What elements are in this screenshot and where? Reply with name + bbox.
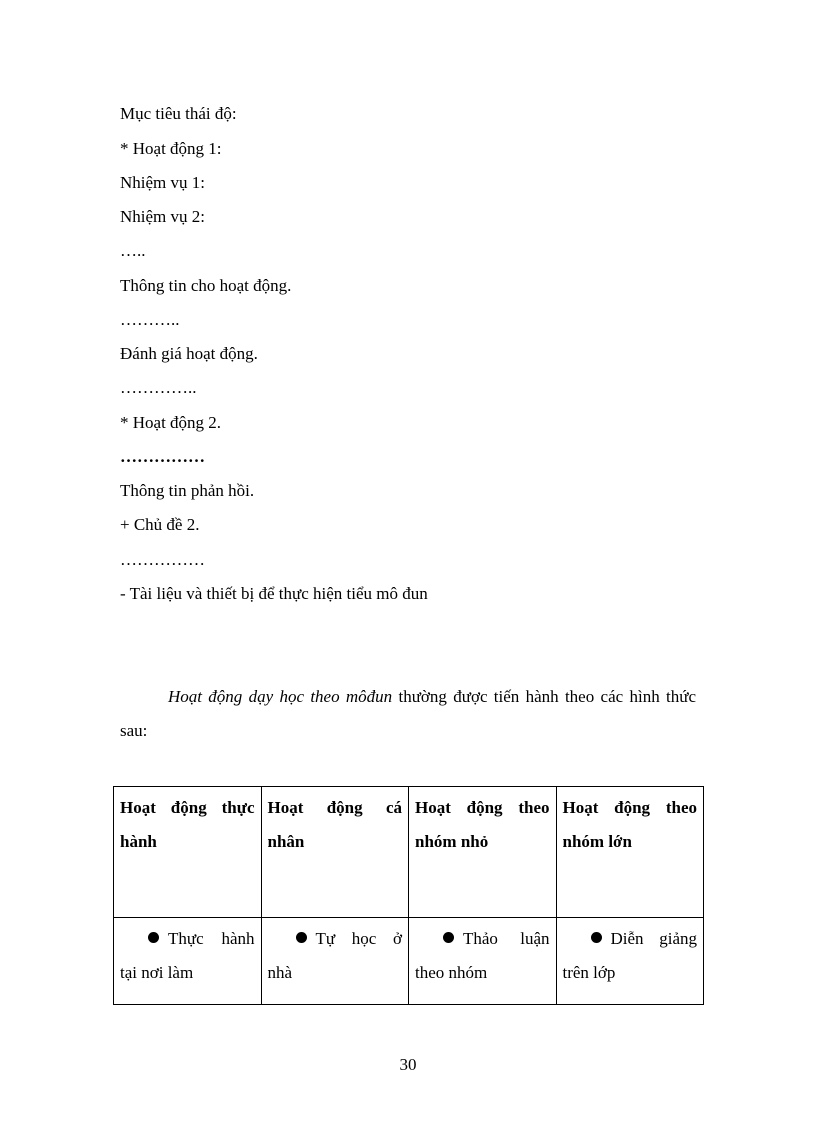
table-header-row [114,787,704,918]
table-cell [261,918,409,1005]
table-header-cell: Hoạt động theo nhóm nhỏ [409,787,557,918]
intro-paragraph [120,680,696,748]
page-number: 30 [399,1055,417,1074]
text-line: + Chủ đề 2. [120,515,200,534]
text-line: Nhiệm vụ 2: [120,207,205,226]
text-line: Nhiệm vụ 1: [120,173,205,192]
table-header-cell: Hoạt động theo nhóm lớn [556,787,704,918]
text-line: …………… [120,550,205,569]
bullet-icon [591,932,602,943]
table-cell [556,918,704,1005]
table-header-cell: Hoạt động thực hành [114,787,262,918]
text-line: * Hoạt động 1: [120,139,222,158]
text-line: Mục tiêu thái độ: [120,104,237,123]
text-line: Thông tin cho hoạt động. [120,276,292,295]
text-line: …………… [120,447,205,466]
text-line: Thông tin phản hồi. [120,481,255,500]
text-line: ………….. [120,378,197,397]
table-cell [114,918,262,1005]
cell-text: Thảo luận theo nhóm [415,929,550,982]
text-line: Đánh giá hoạt động. [120,344,258,363]
table-row [114,918,704,1005]
text-line: ……….. [120,310,180,329]
table-cell [409,918,557,1005]
bullet-icon [296,932,307,943]
bullet-icon [443,932,454,943]
table-header-cell: Hoạt động cá nhân [261,787,409,918]
cell-text: Tự học ở nhà [267,929,402,982]
paragraph-rest: thường được tiến hành theo các hình thức sau: [120,687,696,740]
bullet-icon [148,932,159,943]
cell-text: Thực hành tại nơi làm [120,929,255,982]
cell-text: Diễn giảng trên lớp [562,929,697,982]
paragraph-italic: Hoạt động dạy học theo môđun [168,687,393,706]
activity-forms-table [113,786,704,1005]
text-line: * Hoạt động 2. [120,413,222,432]
text-line: - Tài liệu và thiết bị để thực hiện tiểu mô đun [120,584,428,603]
text-line: ….. [120,241,146,260]
